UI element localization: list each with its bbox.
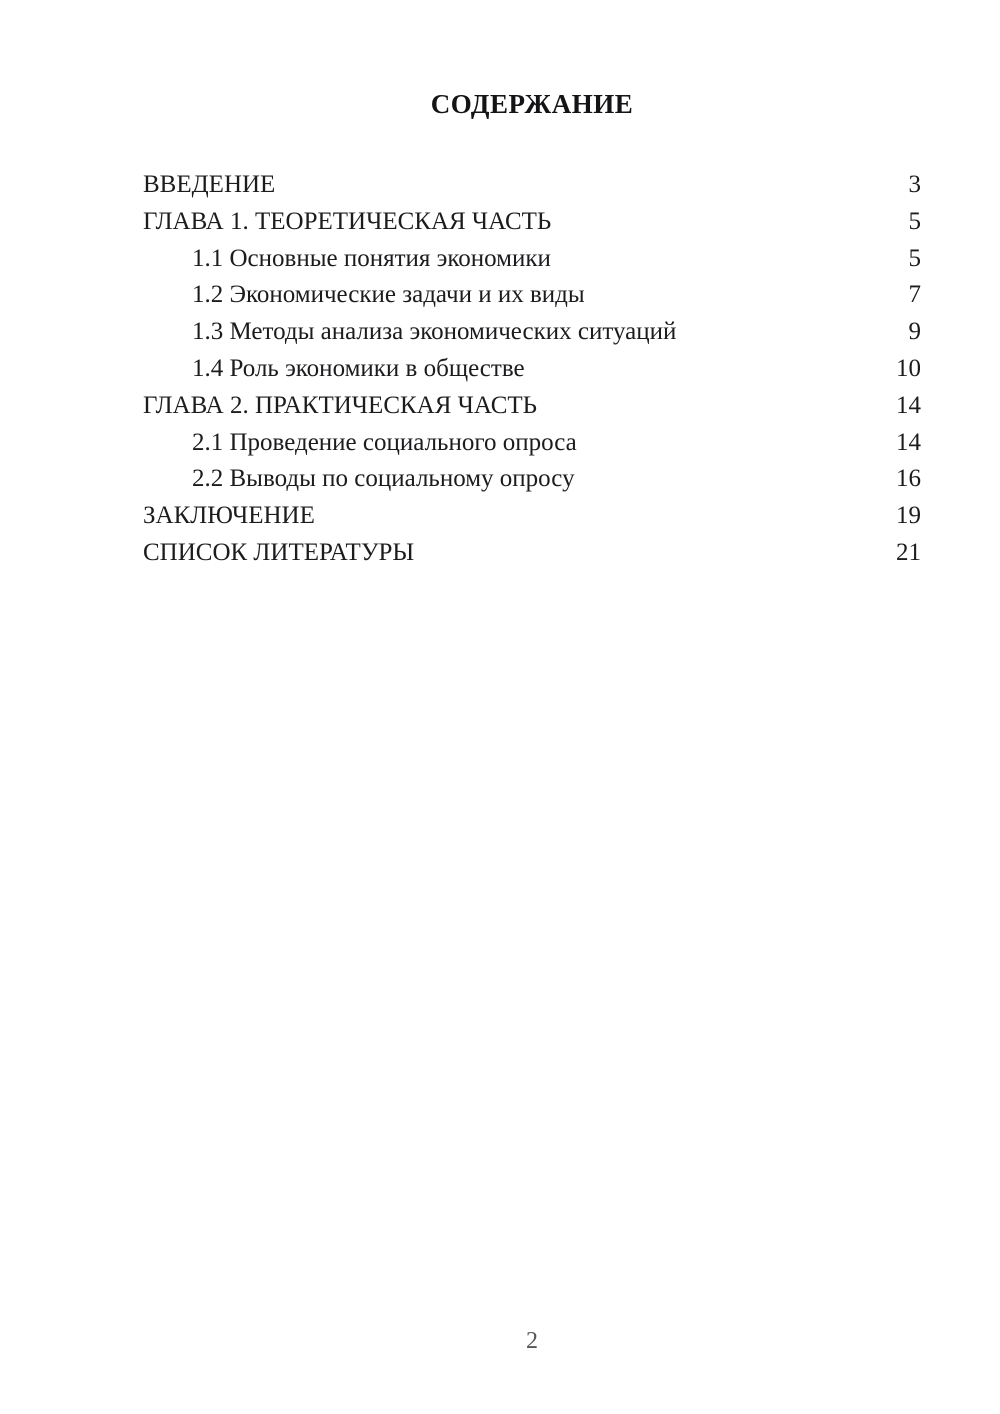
toc-entry-label: ГЛАВА 1. ТЕОРЕТИЧЕСКАЯ ЧАСТЬ	[143, 207, 552, 235]
toc-entry	[143, 388, 921, 425]
toc-entry-label: 2.2 Выводы по социальному опросу	[192, 465, 575, 493]
toc-entry	[143, 204, 921, 241]
page-title: СОДЕРЖАНИЕ	[430, 89, 634, 119]
toc-entry-label: 2.1 Проведение социального опроса	[192, 428, 577, 456]
toc-entry-label: 1.2 Экономические задачи и их виды	[192, 281, 585, 309]
toc-entry	[143, 241, 921, 278]
toc-entry-page-number: 5	[908, 207, 921, 235]
toc-entry	[143, 167, 921, 204]
toc-entry-page-number: 19	[896, 502, 921, 530]
toc-entry-label: ГЛАВА 2. ПРАКТИЧЕСКАЯ ЧАСТЬ	[143, 391, 538, 419]
toc-entry	[143, 461, 921, 498]
footer-page-number: 2	[526, 1328, 538, 1354]
toc-entry-label: 1.1 Основные понятия экономики	[192, 244, 551, 272]
toc-entry-page-number: 21	[896, 538, 921, 566]
toc-entry-label: ЗАКЛЮЧЕНИЕ	[143, 502, 315, 530]
toc-entry-page-number: 10	[896, 354, 921, 382]
toc-entry-page-number: 5	[908, 244, 921, 272]
toc-entry-label: СПИСОК ЛИТЕРАТУРЫ	[143, 538, 415, 566]
toc-entry-page-number: 3	[908, 171, 921, 198]
toc-entry-page-number: 16	[896, 465, 921, 493]
toc-entry-page-number: 14	[896, 428, 921, 456]
toc-list	[143, 167, 921, 572]
toc-entry	[143, 314, 921, 351]
toc-entry-page-number: 7	[908, 281, 921, 309]
toc-entry-label: 1.4 Роль экономики в обществе	[192, 354, 525, 382]
toc-entry	[143, 535, 921, 572]
toc-entry-page-number: 14	[896, 391, 921, 419]
toc-entry-page-number: 9	[908, 318, 921, 346]
toc-entry	[143, 498, 921, 535]
toc-entry	[143, 277, 921, 314]
toc-entry-label: 1.3 Методы анализа экономических ситуаций	[192, 318, 677, 346]
toc-entry-label: ВВЕДЕНИЕ	[143, 171, 276, 198]
toc-entry	[143, 351, 921, 388]
toc-entry	[143, 425, 921, 462]
